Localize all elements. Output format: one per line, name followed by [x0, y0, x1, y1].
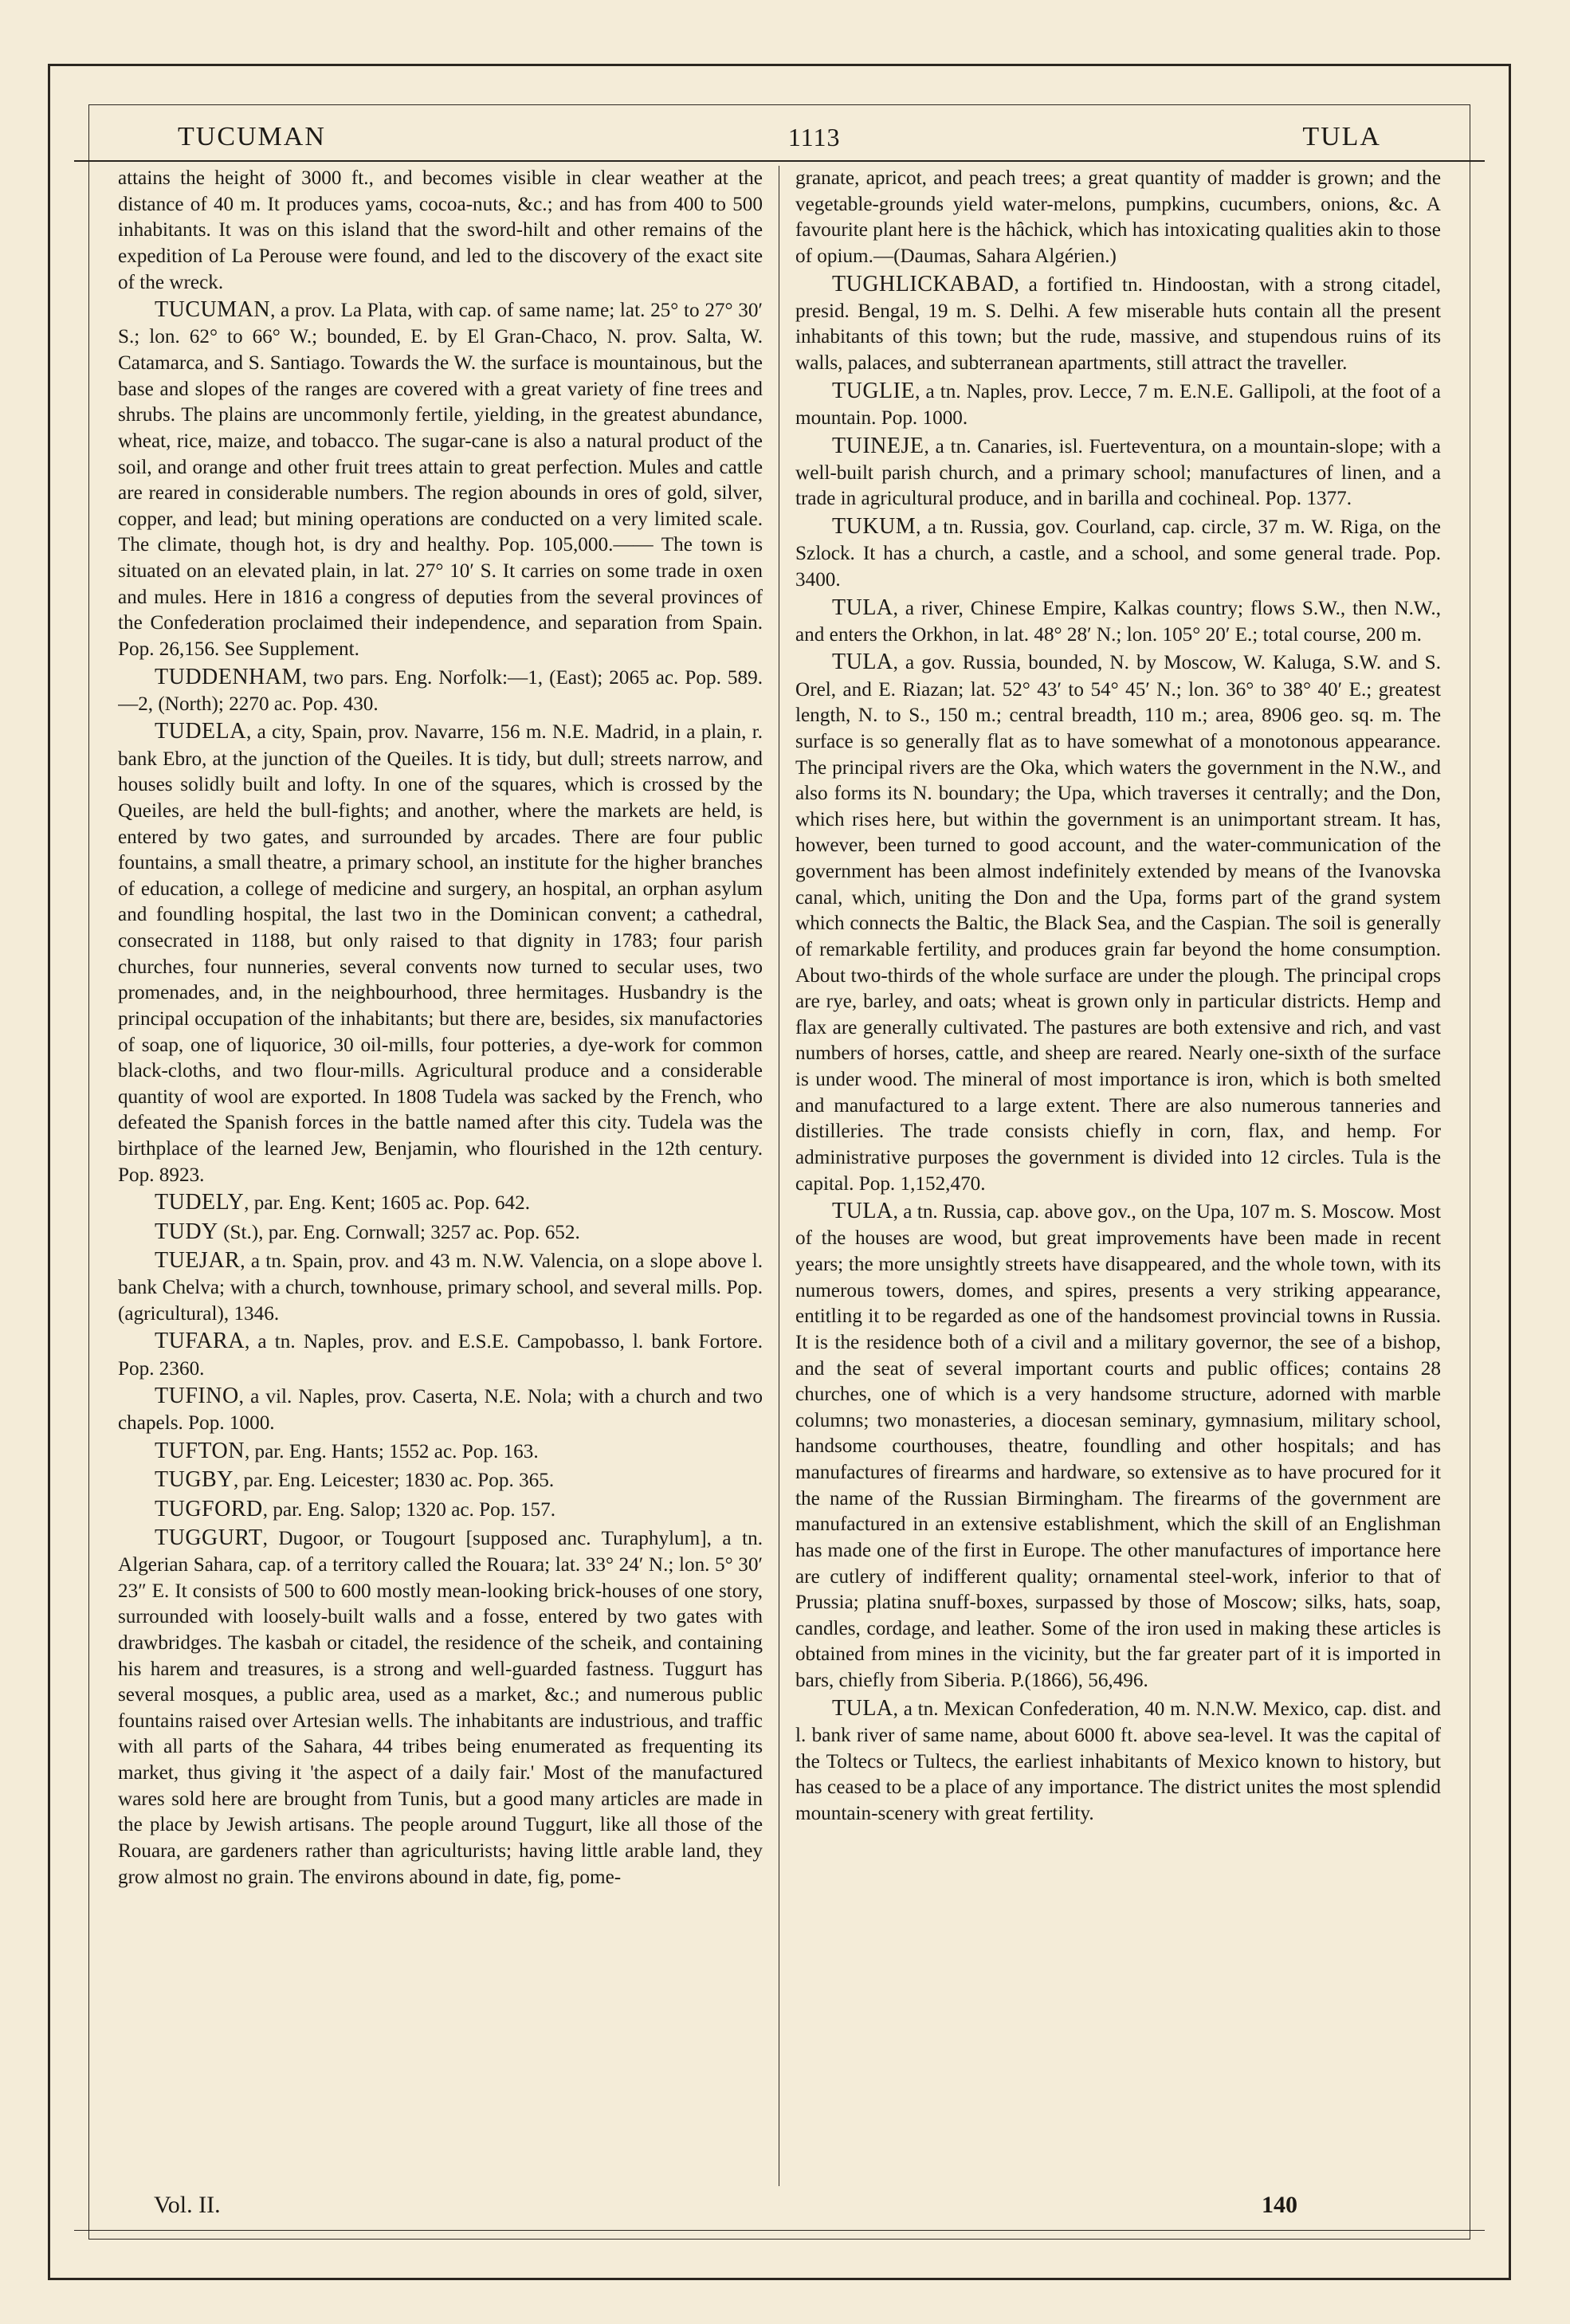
entry-headword: TUGBY — [155, 1467, 234, 1493]
entry-text: , a tn. Mexican Confederation, 40 m. N.N.W. Mexico, cap. dist. and l. bank river of same name, about 6000 ft. above sea-level. It was the capital of the Toltecs or Tultecs, the earliest inhabitants of Mexico known to history, but has ceased to be a place of any importance. The district unites the most splendid mountain-scenery with great fertility. — [795, 1698, 1441, 1824]
gazetteer-entry — [795, 1197, 1441, 1694]
entry-headword: TUCUMAN — [155, 297, 271, 323]
gazetteer-entry — [118, 1188, 763, 1217]
bottom-rule — [74, 2230, 1485, 2231]
entry-headword: TUFINO — [155, 1384, 239, 1409]
entry-text: , par. Eng. Kent; 1605 ac. Pop. 642. — [244, 1192, 531, 1215]
entry-headword: TULA — [832, 595, 893, 620]
entry-headword: TUFARA — [155, 1329, 245, 1354]
entry-text: , a river, Chinese Empire, Kalkas country; flows S.W., then N.W., and enters the Orkhon, in lat. 48° 28′ N.; lon. 105° 20′ E.; total course, 200 m. — [795, 597, 1441, 646]
entry-headword: TUGLIE — [832, 378, 916, 403]
entry-headword: TULA — [832, 650, 893, 675]
entry-headword: TUGFORD — [155, 1496, 263, 1521]
entry-text: , par. Eng. Leicester; 1830 ac. Pop. 365. — [233, 1470, 555, 1492]
continued-text — [118, 166, 763, 296]
entry-headword: TUINEJE — [832, 433, 924, 458]
gazetteer-entry — [118, 1437, 763, 1466]
entry-headword: TUDELY — [155, 1190, 245, 1215]
right-column — [779, 166, 1441, 2186]
entry-text: , Dugoor, or Tougourt [supposed anc. Turaphylum], a tn. Algerian Sahara, cap. of a territory called the Rouara; lat. 33° 24′ N.; lon. 5° 30′ 23″ E. It consists of 500 to 600 mostly mean-looking brick-houses of one story, surrounded with loosely-built walls and a fosse, entered by two gates with drawbridges. The kasbah or citadel, the residence of the scheik, and containing his harem and treasures, is a strong and well-guarded fastness. Tuggurt has several mosques, a public area, used as a market, &c.; and numerous public fountains raised over Artesian wells. The inhabitants are industrious, and traffic with all parts of the Sahara, 44 tribes being enumerated as frequenting its market, thus giving it 'the aspect of a daily fair.' Most of the manufactured wares sold here are brought from Tunis, but a good many articles are made in the place by Jewish artisans. The people around Tuggurt, like all those of the Rouara, are gardeners rather than agriculturists; having little arable land, they grow almost no grain. The environs abound in date, fig, pome- — [118, 1527, 763, 1888]
gazetteer-entry — [795, 594, 1441, 649]
gazetteer-entry — [118, 1466, 763, 1494]
gazetteer-entry — [118, 1327, 763, 1382]
entry-headword: TUKUM — [832, 514, 916, 539]
gazetteer-entry — [795, 432, 1441, 513]
gazetteer-entry — [795, 270, 1441, 377]
gazetteer-entry — [795, 648, 1441, 1197]
entry-text: , a prov. La Plata, with cap. of same name; lat. 25° to 27° 30′ S.; lon. 62° to 66° W.; bounded, E. by El Gran-Chaco, N. prov. Salta, W. Catamarca, and S. Santiago. Towards the W. the surface is mountainous, but the base and slopes of the ranges are covered with a great variety of fine trees and shrubs. The plains are uncommonly fertile, yielding, in the greatest abundance, wheat, rice, maize, and tobacco. The sugar-cane is also a natural product of the soil, and orange and other fruit trees attain to great perfection. Mules and cattle are reared in considerable numbers. The region abounds in ores of gold, silver, copper, and lead; but mining operations are conducted on a very limited scale. The climate, though hot, is dry and healthy. Pop. 105,000.—— The town is situated on an elevated plain, in lat. 27° 10′ S. It carries on some trade in oxen and mules. Here in 1816 a congress of deputies from the several provinces of the Confederation proclaimed their independence, and separation from Spain. Pop. 26,156. See Supplement. — [118, 300, 763, 660]
entry-headword: TUEJAR — [155, 1247, 241, 1273]
entry-headword: TULA — [832, 1199, 893, 1224]
gazetteer-entry — [118, 1246, 763, 1328]
continued-text — [795, 166, 1441, 270]
page-number: 1113 — [787, 123, 841, 151]
gazetteer-entry — [118, 1382, 763, 1437]
gazetteer-entry — [118, 1524, 763, 1890]
entry-headword: TUDELA — [155, 719, 246, 744]
entry-text: , a tn. Russia, cap. above gov., on the Upa, 107 m. S. Moscow. Most of the houses are wood, but great improvements have been made in recent years; the more unsightly streets have disappeared, and the whole town, with its numerous towers, domes, and spires, presents a very striking appearance, entitling it to be regarded as one of the handsomest provincial towns in Russia. It is the residence both of a civil and a military governor, the see of a bishop, and the seat of several important courts and public offices; contains 28 churches, one of which is a very handsome structure, adorned with marble columns; two monasteries, a diocesan seminary, gymnasium, military school, handsome courthouses, theatre, foundling and other hospitals; and has manufactures of firearms and hardware, so extensive as to have procured for it the name of the Russian Birmingham. The firearms of the government are manufactured in an extensive establishment, which the skill of an Englishman has made one of the first in Europe. The other manufactures of importance here are cutlery of indifferent quality; ornamental steel-work, inferior to that of Prussia; platina snuff-boxes, surpassed by those of Moscow; silks, hats, soap, candles, cordage, and leather. Some of the iron used in making these articles is obtained from mines in the vicinity, but the far greater part of it is imported in bars, chiefly from Siberia. P.(1866), 56,496. — [795, 1201, 1441, 1691]
left-running-head: TUCUMAN — [178, 122, 326, 151]
entry-headword: TULA — [832, 1695, 893, 1721]
entry-text: , par. Eng. Hants; 1552 ac. Pop. 163. — [244, 1441, 539, 1462]
entry-text: , a fortified tn. Hindoostan, with a strong citadel, presid. Bengal, 19 m. S. Delhi. A few miserable huts contain all the present inhabitants of this town; but the rude, massive, and stupendous ruins of its walls, palaces, and subterranean apartments, still attract the traveller. — [795, 273, 1441, 374]
gazetteer-entry — [795, 377, 1441, 432]
entry-text: , a city, Spain, prov. Navarre, 156 m. N.E. Madrid, in a plain, r. bank Ebro, at the junction of the Queiles. It is tidy, but dull; streets narrow, and houses solidly built and lofty. In one of the squares, which is crossed by the Queiles, are held the bull-fights; and another, where the markets are held, is entered by two gates, and surrounded by arcades. There are four public fountains, a small theatre, a primary school, an institute for the higher branches of education, a college of medicine and surgery, an hospital, an orphan asylum and foundling hospital, the last two in the Dominican convent; a cathedral, consecrated in 1188, but only raised to that dignity in 1783; four parish churches, four nunneries, several convents now turned to secular uses, two promenades, and, in the neighbourhood, three hermitages. Husbandry is the principal occupation of the inhabitants; but there are, besides, six manufactories of soap, one of liquorice, 30 oil-mills, four potteries, a dye-work for common black-cloths, and two flour-mills. Agricultural produce and a considerable quantity of wool are exported. In 1808 Tudela was sacked by the French, who defeated the Spanish forces in the battle named after this city. Tudela was the birthplace of the learned Jew, Benjamin, who flourished in the 12th century. Pop. 8923. — [118, 721, 763, 1186]
left-column — [118, 166, 779, 2186]
entry-text: , a tn. Spain, prov. and 43 m. N.W. Valencia, on a slope above l. bank Chelva; with a church, townhouse, primary school, and several mills. Pop. (agricultural), 1346. — [118, 1250, 763, 1325]
running-header — [74, 114, 1485, 162]
entry-text: granate, apricot, and peach trees; a great quantity of madder is grown; and the vegetable-grounds yield water-melons, pumpkins, cucumbers, onions, &c. A favourite plant here is the hâchick, which has intoxicating qualities akin to those of opium.—(Daumas, Sahara Algérien.) — [795, 167, 1441, 267]
gazetteer-entry — [118, 717, 763, 1188]
signature-mark: 140 — [1262, 2192, 1297, 2218]
page-frame — [48, 64, 1511, 2280]
entry-text: , a vil. Naples, prov. Caserta, N.E. Nola; with a church and two chapels. Pop. 1000. — [118, 1386, 763, 1435]
entry-text: , two pars. Eng. Norfolk:—1, (East); 2065 ac. Pop. 589.—2, (North); 2270 ac. Pop. 430. — [118, 666, 763, 715]
gazetteer-entry — [118, 296, 763, 662]
entry-headword: TUDDENHAM — [155, 664, 302, 689]
volume-label: Vol. II. — [154, 2192, 221, 2218]
entry-text: , a tn. Russia, gov. Courland, cap. circle, 37 m. W. Riga, on the Szlock. It has a church, a castle, and a school, and some general trade. Pop. 3400. — [795, 516, 1441, 591]
gazetteer-entry — [118, 663, 763, 718]
entry-headword: TUGGURT — [155, 1525, 263, 1550]
gazetteer-entry — [118, 1218, 763, 1246]
entry-text: , par. Eng. Salop; 1320 ac. Pop. 157. — [262, 1498, 556, 1521]
gazetteer-entry — [795, 1694, 1441, 1827]
entry-headword: TUGHLICKABAD — [832, 271, 1015, 296]
entry-text: , a tn. Naples, prov. Lecce, 7 m. E.N.E. Gallipoli, at the foot of a mountain. Pop. 1000. — [795, 380, 1441, 429]
entry-text: , a tn. Naples, prov. and E.S.E. Campobasso, l. bank Fortore. Pop. 2360. — [118, 1331, 763, 1380]
entry-text: (St.), par. Eng. Cornwall; 3257 ac. Pop. 652. — [218, 1221, 580, 1243]
page-footer — [122, 2192, 1437, 2224]
two-column-body — [118, 166, 1441, 2186]
gazetteer-entry — [795, 512, 1441, 594]
entry-headword: TUDY — [155, 1219, 218, 1244]
entry-text: , a gov. Russia, bounded, N. by Moscow, W. Kaluga, S.W. and S. Orel, and E. Riazan; lat. 52° 43′ to 54° 45′ N.; lon. 36° to 38° 40′ E.; greatest length, N. to S., 150 m.; central breadth, 110 m.; area, 8906 geo. sq. m. The surface is so generally flat as to have somewhat of a monotonous appearance. The principal rivers are the Oka, which waters the government in the N.W., and also forms its N. boundary; the Upa, which traverses it centrally; and the Don, which rises here, but within the government is an unimportant stream. It has, however, been turned to good account, and the water-communication of the government has been almost indefinitely extended by means of the Ivanovska canal, which, uniting the Don and the Upa, forms part of the grand system which connects the Baltic, the Black Sea, and the Caspian. The soil is generally of remarkable fertility, and produces grain far beyond the home consumption. About two-thirds of the whole surface are under the plough. The principal crops are rye, barley, and oats; wheat is grown only in particular districts. Hemp and flax are generally cultivated. The pastures are both extensive and rich, and vast numbers of horses, cattle, and sheep are reared. Nearly one-sixth of the surface is under wood. The mineral of most importance is iron, which is both smelted and manufactured to a large extent. There are also numerous tanneries and distilleries. The trade consists chiefly in corn, flax, and hemp. For administrative purposes the government is divided into 12 circles. Tula is the capital. Pop. 1,152,470. — [795, 652, 1441, 1195]
entry-headword: TUFTON — [155, 1439, 245, 1463]
right-running-head: TULA — [1302, 122, 1381, 151]
gazetteer-entry — [118, 1495, 763, 1524]
entry-text: attains the height of 3000 ft., and becomes visible in clear weather at the distance of 40 m. It produces yams, cocoa-nuts, &c.; and has from 400 to 500 inhabitants. It was on this island that the sword-hilt and other remains of the expedition of La Perouse were found, and led to the discovery of the exact site of the wreck. — [118, 167, 763, 293]
entry-text: , a tn. Canaries, isl. Fuerteventura, on a mountain-slope; with a well-built parish church, and a primary school; manufactures of linen, and a trade in agricultural produce, and in barilla and cochineal. Pop. 1377. — [795, 435, 1441, 510]
